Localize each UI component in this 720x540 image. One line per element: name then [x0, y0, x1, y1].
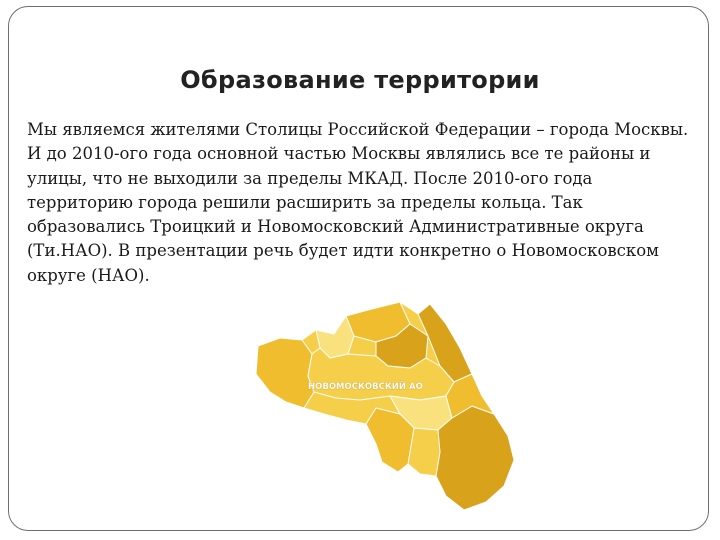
district-map-label: НОВОМОСКОВСКИЙ АО: [308, 382, 423, 392]
district-map: [250, 296, 520, 516]
slide-title: Образование территории: [180, 66, 540, 94]
map-region-southeast: [436, 406, 514, 510]
slide-body-text: Мы являемся жителями Столицы Российской Федерации – города Москвы. И до 2010-ого года основной частью Москвы являлись все те районы и улицы, что не выходили за пределы МКАД. После 2010-ого года территорию города решили расширить за пределы кольца. Так образовались Троицкий и Новомосковский Административные округа (Ти.НАО). В презентации речь будет идти конкретно о Новомосковском округе (НАО).: [27, 120, 689, 285]
district-map-svg: [250, 296, 520, 516]
map-region-west: [256, 338, 314, 408]
